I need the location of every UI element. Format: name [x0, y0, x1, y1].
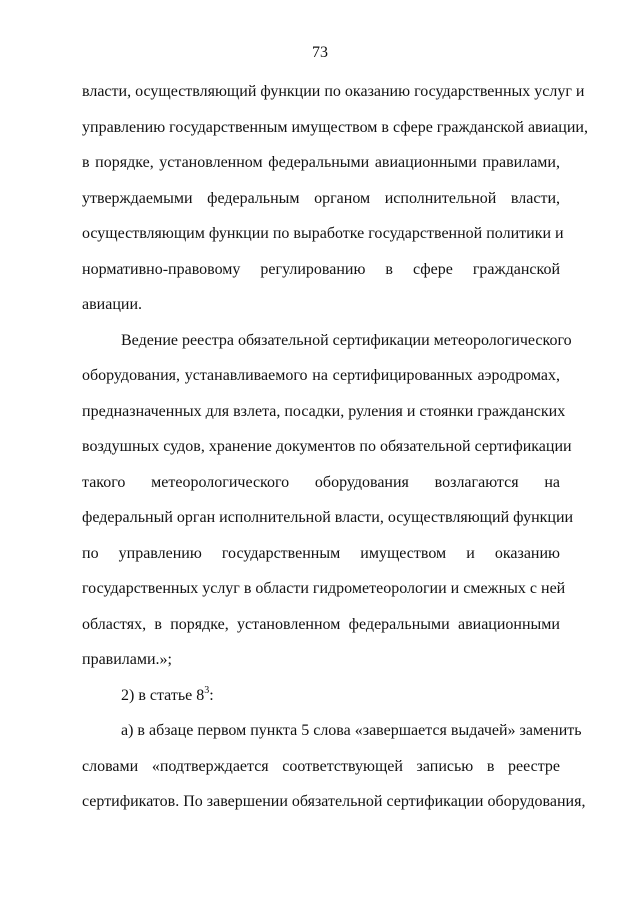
text-line: утверждаемыми федеральным органом исполнительной власти, [82, 190, 560, 207]
item-2-superscript: 3 [204, 685, 210, 696]
text-line: в порядке, установленном федеральными авиационными правилами, [82, 154, 560, 171]
text-line: по управлению государственным имуществом и оказанию [82, 545, 560, 562]
text-line: нормативно-правовому регулированию в сфере гражданской [82, 261, 560, 278]
text-line: словами «подтверждается соответствующей записью в реестре [82, 758, 560, 775]
text-line: управлению государственным имуществом в сфере гражданской авиации, [82, 119, 588, 136]
text-line: правилами.»; [82, 651, 172, 668]
text-line: авиации. [82, 296, 143, 313]
page-number: 73 [312, 44, 328, 61]
text-line: Ведение реестра обязательной сертификации метеорологического [121, 332, 572, 349]
text-line: государственных услуг в области гидрометеорологии и смежных с ней [82, 580, 566, 597]
text-line: федеральный орган исполнительной власти, осуществляющий функции [82, 509, 574, 526]
text-line: воздушных судов, хранение документов по обязательной сертификации [82, 438, 572, 455]
text-line: предназначенных для взлета, посадки, руления и стоянки гражданских [82, 403, 566, 420]
item-2-text: 2) в статье 8 [121, 687, 205, 704]
text-line: а) в абзаце первом пункта 5 слова «завершается выдачей» заменить [121, 722, 582, 739]
text-line: областях, в порядке, установленном федеральными авиационными [82, 616, 560, 633]
list-item-2 [121, 686, 560, 706]
text-line: сертификатов. По завершении обязательной сертификации оборудования, [82, 793, 586, 810]
item-2-suffix: : [209, 687, 214, 704]
text-line: осуществляющим функции по выработке государственной политики и [82, 225, 564, 242]
text-line: власти, осуществляющий функции по оказанию государственных услуг и [82, 83, 585, 100]
text-line: такого метеорологического оборудования возлагаются на [82, 474, 560, 491]
text-line: оборудования, устанавливаемого на сертифицированных аэродромах, [82, 367, 560, 384]
